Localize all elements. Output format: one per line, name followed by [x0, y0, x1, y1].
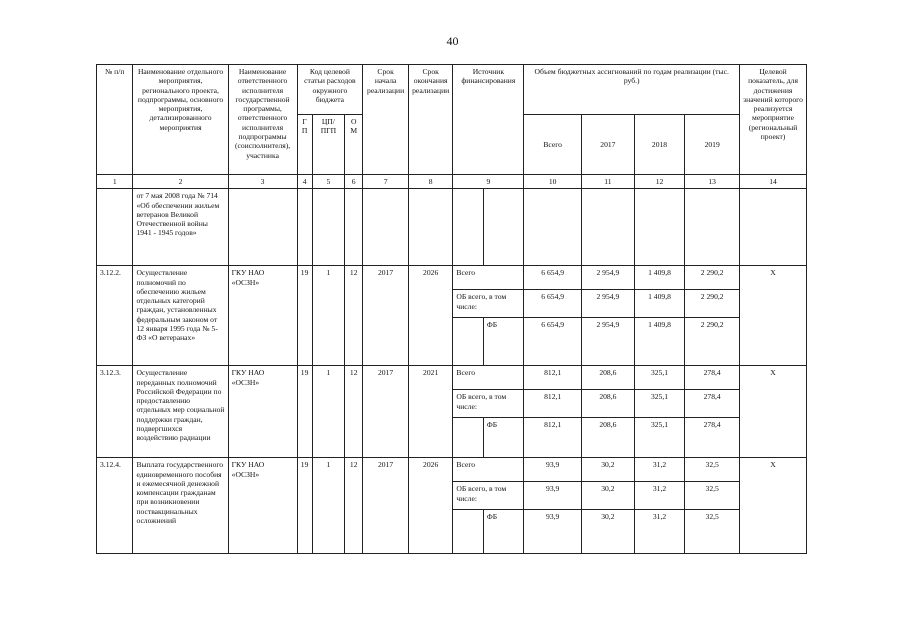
value-2018: 325,1 — [634, 418, 685, 458]
header-2018: 2018 — [634, 115, 685, 175]
header-total: Всего — [524, 115, 582, 175]
col-number: 7 — [363, 175, 409, 189]
value-2017: 208,6 — [582, 418, 635, 458]
source-label: ОБ всего, в том числе: — [453, 290, 524, 318]
header-name: Наименование отдельного мероприятия, регионального проекта, подпрограммы, основного мероприятия, детализированного мероприятия — [133, 65, 228, 175]
value-2017: 30,2 — [582, 482, 635, 510]
header-end: Срок окончания реализации — [408, 65, 453, 175]
row-end: 2026 — [408, 458, 453, 554]
value-2017: 2 954,9 — [582, 266, 635, 290]
value-2018: 325,1 — [634, 366, 685, 390]
source-label: ФБ — [483, 318, 524, 366]
value-2018: 31,2 — [634, 510, 685, 554]
row-number: 3.12.4. — [97, 458, 133, 554]
value-total: 93,9 — [524, 458, 582, 482]
row-start: 2017 — [363, 458, 409, 554]
col-number: 5 — [312, 175, 344, 189]
header-cpgp: ЦП/ПГП — [312, 115, 344, 175]
header-om: ОМ — [345, 115, 363, 175]
row-number: 3.12.3. — [97, 366, 133, 458]
header-indicator: Целевой показатель, для достижения значений которого реализуется мероприятие (региональный проект) — [740, 65, 807, 175]
col-number: 4 — [297, 175, 312, 189]
source-label: ФБ — [483, 510, 524, 554]
continuation-name: от 7 мая 2008 года № 714 «Об обеспечении жильем ветеранов Великой Отечественной войны 1941 - 1945 годов» — [133, 189, 228, 266]
value-2019: 2 290,2 — [685, 318, 740, 366]
budget-table — [96, 64, 807, 554]
value-total: 6 654,9 — [524, 266, 582, 290]
header-code-group: Код целевой статьи расходов окружного бюджета — [297, 65, 363, 115]
header-num: № п/п — [97, 65, 133, 175]
continuation-row — [97, 189, 807, 266]
col-number: 1 — [97, 175, 133, 189]
row-indicator: X — [740, 458, 807, 554]
col-number: 2 — [133, 175, 228, 189]
header-2019: 2019 — [685, 115, 740, 175]
header-2017: 2017 — [582, 115, 635, 175]
row-name: Осуществление переданных полномочий Российской Федерации по предоставлению отдельных мер социальной поддержки граждан, подвергшихся воздействию радиации — [133, 366, 228, 458]
row-executor: ГКУ НАО «ОСЗН» — [228, 266, 297, 366]
source-label: Всего — [453, 266, 524, 290]
value-2019: 32,5 — [685, 458, 740, 482]
row-gp: 19 — [297, 366, 312, 458]
source-label: Всего — [453, 366, 524, 390]
row-om: 12 — [345, 458, 363, 554]
row-cpgp: 1 — [312, 366, 344, 458]
col-number: 9 — [453, 175, 524, 189]
value-2019: 2 290,2 — [685, 290, 740, 318]
table-row — [97, 266, 807, 290]
value-2019: 278,4 — [685, 366, 740, 390]
source-label: ОБ всего, в том числе: — [453, 390, 524, 418]
row-om: 12 — [345, 266, 363, 366]
table-row — [97, 458, 807, 482]
value-2018: 1 409,8 — [634, 318, 685, 366]
header-volume: Объем бюджетных ассигнований по годам реализации (тыс. руб.) — [524, 65, 740, 115]
source-label: Всего — [453, 458, 524, 482]
value-total: 812,1 — [524, 418, 582, 458]
header-start: Срок начала реализации — [363, 65, 409, 175]
value-2019: 32,5 — [685, 482, 740, 510]
row-cpgp: 1 — [312, 458, 344, 554]
value-2018: 1 409,8 — [634, 266, 685, 290]
value-total: 812,1 — [524, 366, 582, 390]
row-gp: 19 — [297, 266, 312, 366]
row-indicator: X — [740, 266, 807, 366]
page-number: 40 — [446, 34, 459, 48]
value-2017: 30,2 — [582, 510, 635, 554]
col-number: 14 — [740, 175, 807, 189]
value-2019: 32,5 — [685, 510, 740, 554]
row-end: 2021 — [408, 366, 453, 458]
value-2017: 208,6 — [582, 390, 635, 418]
value-total: 93,9 — [524, 482, 582, 510]
value-2018: 1 409,8 — [634, 290, 685, 318]
row-name: Осуществление полномочий по обеспечению жильем отдельных категорий граждан, установленных федеральным законом от 12 января 1995 года № 5-ФЗ «О ветеранах» — [133, 266, 228, 366]
row-end: 2026 — [408, 266, 453, 366]
source-label: ОБ всего, в том числе: — [453, 482, 524, 510]
source-label: ФБ — [483, 418, 524, 458]
header-executor: Наименование ответственного исполнителя государственной программы, ответственного исполнителя подпрограммы (соисполнителя), участника — [228, 65, 297, 175]
row-om: 12 — [345, 366, 363, 458]
col-number: 10 — [524, 175, 582, 189]
value-2017: 30,2 — [582, 458, 635, 482]
row-executor: ГКУ НАО «ОСЗН» — [228, 458, 297, 554]
value-2017: 2 954,9 — [582, 318, 635, 366]
value-2018: 31,2 — [634, 458, 685, 482]
row-number: 3.12.2. — [97, 266, 133, 366]
row-gp: 19 — [297, 458, 312, 554]
header-gp: ГП — [297, 115, 312, 175]
row-start: 2017 — [363, 266, 409, 366]
col-number: 8 — [408, 175, 453, 189]
row-start: 2017 — [363, 366, 409, 458]
value-total: 6 654,9 — [524, 290, 582, 318]
header-source: Источник финансирования — [453, 65, 524, 175]
col-number: 13 — [685, 175, 740, 189]
table-row — [97, 366, 807, 390]
column-numbers-row — [97, 175, 807, 189]
value-total: 812,1 — [524, 390, 582, 418]
value-2018: 31,2 — [634, 482, 685, 510]
value-total: 6 654,9 — [524, 318, 582, 366]
col-number: 3 — [228, 175, 297, 189]
value-2019: 278,4 — [685, 418, 740, 458]
value-2017: 208,6 — [582, 366, 635, 390]
col-number: 6 — [345, 175, 363, 189]
col-number: 12 — [634, 175, 685, 189]
value-2018: 325,1 — [634, 390, 685, 418]
row-name: Выплата государственного единовременного пособия и ежемесячной денежной компенсации гражданам при возникновении поствакцинальных осложнений — [133, 458, 228, 554]
value-total: 93,9 — [524, 510, 582, 554]
value-2017: 2 954,9 — [582, 290, 635, 318]
row-executor: ГКУ НАО «ОСЗН» — [228, 366, 297, 458]
row-cpgp: 1 — [312, 266, 344, 366]
row-indicator: X — [740, 366, 807, 458]
value-2019: 278,4 — [685, 390, 740, 418]
header-row-1 — [97, 65, 807, 115]
col-number: 11 — [582, 175, 635, 189]
value-2019: 2 290,2 — [685, 266, 740, 290]
